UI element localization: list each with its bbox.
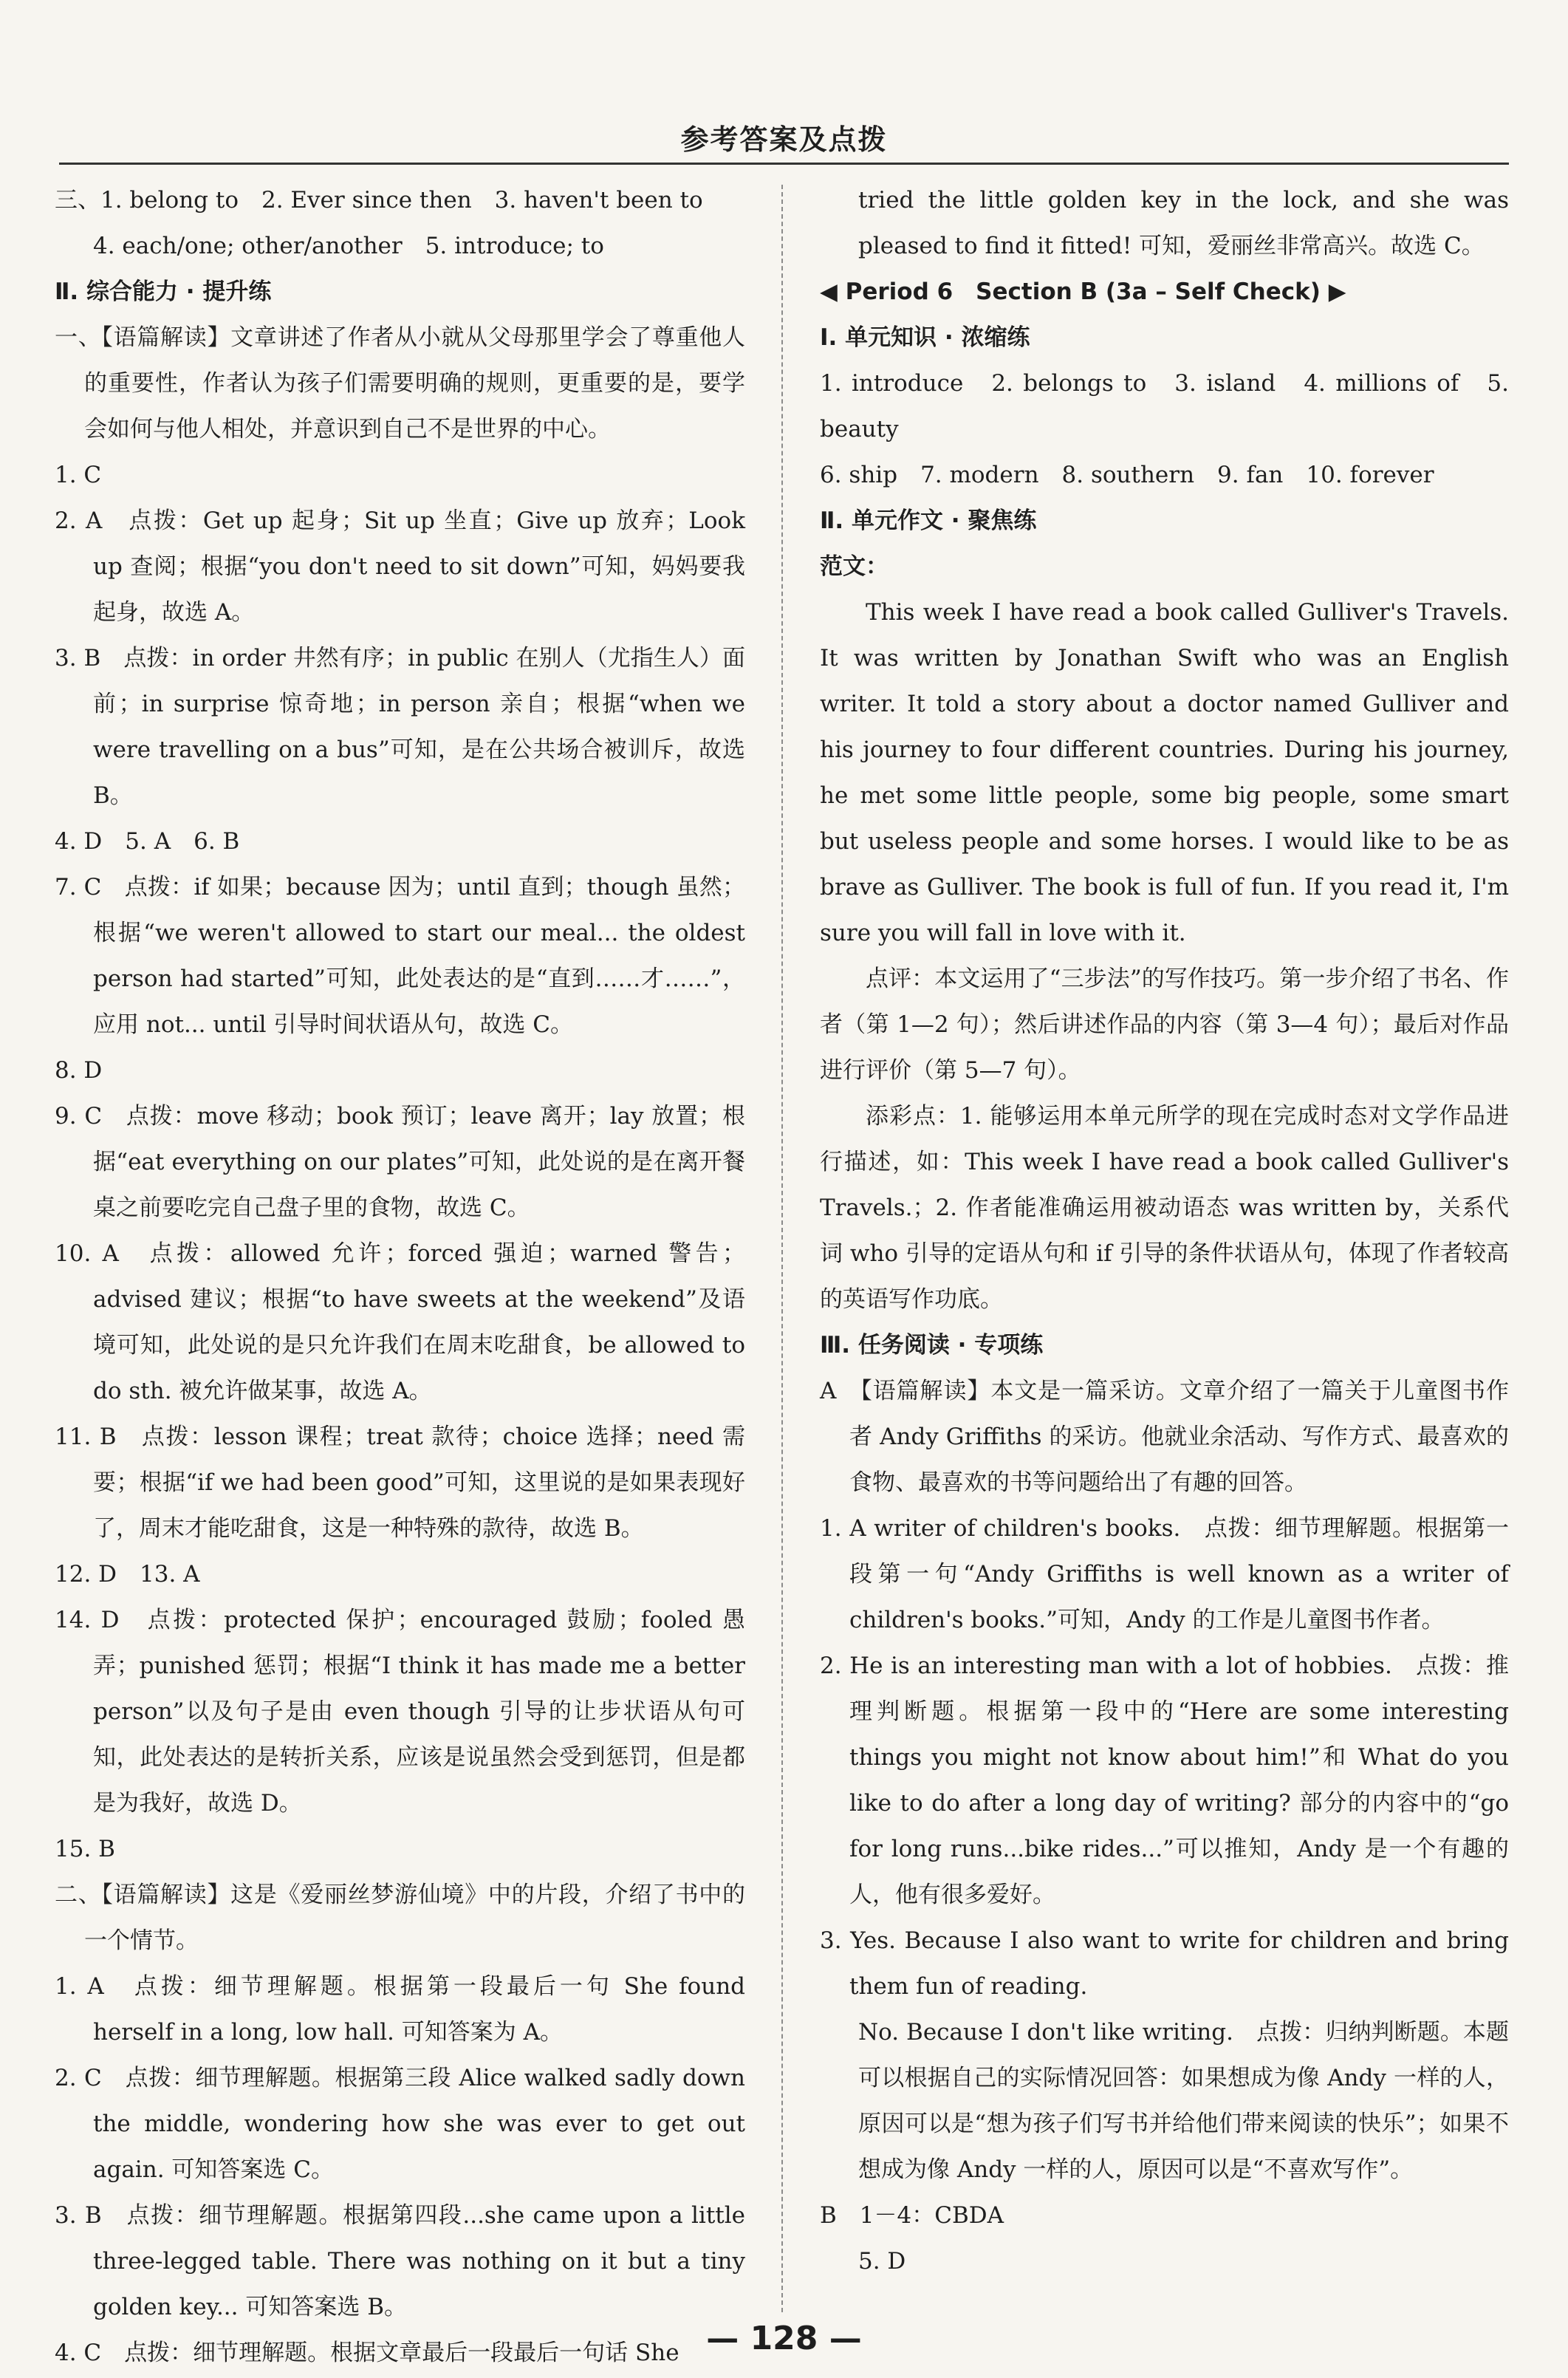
left-paragraph: 3. B 点拨：细节理解题。根据第四段...she came upon a little three-legged table. There was nothing on it but a tiny golden key... 可知答案选 B。 (55, 2202, 745, 2320)
right-paragraph: 2. He is an interesting man with a lot of hobbies. 点拨：推理判断题。根据第一段中的“Here are some interesting things you might not know about him!”和 What do you like to do after a long day of writing? 部分的内容中的“go for long runs...bike rides...”可以推知，Andy 是一个有趣的人，他有很多爱好。 (820, 1653, 1509, 1908)
right-column (820, 177, 1509, 2284)
left-paragraph: Ⅱ. 综合能力 · 提升练 (55, 279, 272, 305)
left-paragraph: 一、【语篇解读】文章讲述了作者从小就从父母那里学会了尊重他人的重要性，作者认为孩子们需要明确的规则，更重要的是，要学会如何与他人相处，并意识到自己不是世界的中心。 (55, 324, 745, 443)
right-paragraph: 1. introduce 2. belongs to 3. island 4. millions of 5. beauty (820, 370, 1509, 443)
right-paragraph: ◀ Period 6 Section B (3a – Self Check) ▶ (820, 279, 1346, 305)
right-paragraph: No. Because I don't like writing. 点拨：归纳判断题。本题可以根据自己的实际情况回答：如果想成为像 Andy 一样的人，原因可以是“想为孩子们写书并给他们带来阅读的快乐”；如果不想成为像 Andy 一样的人，原因可以是“不喜欢写作”。 (858, 2019, 1509, 2183)
right-paragraph: Ⅰ. 单元知识 · 浓缩练 (820, 324, 1030, 351)
left-paragraph: 12. D 13. A (55, 1561, 200, 1588)
right-paragraph: A 【语篇解读】本文是一篇采访。文章介绍了一篇关于儿童图书作者 Andy Griffiths 的采访。他就业余活动、写作方式、最喜欢的食物、最喜欢的书等问题给出了有趣的回答。 (820, 1378, 1509, 1496)
column-divider (781, 185, 783, 2312)
left-paragraph: 三、1. belong to 2. Ever since then 3. haven't been to (55, 187, 703, 213)
right-paragraph: 6. ship 7. modern 8. southern 9. fan 10. forever (820, 462, 1434, 488)
right-paragraph: Ⅲ. 任务阅读 · 专项练 (820, 1332, 1044, 1359)
left-paragraph: 4. D 5. A 6. B (55, 828, 240, 855)
left-paragraph: 二、【语篇解读】这是《爱丽丝梦游仙境》中的片段，介绍了书中的一个情节。 (55, 1882, 745, 1954)
left-paragraph: 15. B (55, 1836, 115, 1862)
right-paragraph: B 1－4：CBDA (820, 2202, 1004, 2229)
left-paragraph: 9. C 点拨：move 移动；book 预订；leave 离开；lay 放置；根据“eat everything on our plates”可知，此处说的是在离开餐桌之前要吃完自己盘子里的食物，故选 C。 (55, 1103, 745, 1221)
left-paragraph: 14. D 点拨：protected 保护；encouraged 鼓励；fooled 愚弄；punished 惩罚；根据“I think it has made me a better person”以及句子是由 even though 引导的让步状语从句可知，此处表达的是转折关系，应该是说虽然会受到惩罚，但是都是为我好，故选 D。 (55, 1607, 745, 1817)
left-paragraph: 1. C (55, 462, 102, 488)
left-paragraph: 4. C 点拨：细节理解题。根据文章最后一段最后一句话 She (55, 2340, 679, 2366)
right-paragraph: 5. D (858, 2248, 906, 2275)
left-paragraph: 2. C 点拨：细节理解题。根据第三段 Alice walked sadly down the middle, wondering how she was ever to get out again. 可知答案选 C。 (55, 2065, 745, 2183)
right-paragraph: This week I have read a book called Gulliver's Travels. It was written by Jonathan Swift who was an English writer. It told a story about a doctor named Gulliver and his journey to four different countries. During his journey, he met some little people, some big people, some smart but useless people and some horses. I would like to be as brave as Gulliver. The book is full of fun. If you read it, I'm sure you will fall in love with it. (820, 599, 1509, 946)
page-number: — 128 — (706, 2320, 862, 2357)
left-paragraph: 11. B 点拨：lesson 课程；treat 款待；choice 选择；need 需要；根据“if we had been good”可知，这里说的是如果表现好了，周末才能吃甜食，这是一种特殊的款待，故选 B。 (55, 1424, 745, 1542)
right-paragraph: 3. Yes. Because I also want to write for children and bring them fun of reading. (820, 1927, 1509, 2000)
left-paragraph: 1. A 点拨：细节理解题。根据第一段最后一句 She found herself in a long, low hall. 可知答案为 A。 (55, 1973, 745, 2046)
right-paragraph: Ⅱ. 单元作文 · 聚焦练 (820, 508, 1037, 534)
left-paragraph: 7. C 点拨：if 如果；because 因为；until 直到；though 虽然；根据“we weren't allowed to start our meal... the oldest person had started”可知，此处表达的是“直到……才……”，应用 not... until 引导时间状语从句，故选 C。 (55, 874, 745, 1038)
header-divider (59, 163, 1509, 165)
right-paragraph: 点评：本文运用了“三步法”的写作技巧。第一步介绍了书名、作者（第 1—2 句）；然后讲述作品的内容（第 3—4 句）；最后对作品进行评价（第 5—7 句）。 (820, 966, 1509, 1084)
page-header-title: 参考答案及点拨 (680, 123, 888, 156)
left-paragraph: 10. A 点拨：allowed 允许；forced 强迫；warned 警告；advised 建议；根据“to have sweets at the weekend”及语境可知，此处说的是只允许我们在周末吃甜食，be allowed to do sth. 被允许做某事，故选 A。 (55, 1240, 745, 1404)
left-paragraph: 3. B 点拨：in order 井然有序；in public 在别人（尤指生人）面前；in surprise 惊奇地；in person 亲自；根据“when we were travelling on a bus”可知，是在公共场合被训斥，故选 B。 (55, 645, 745, 809)
right-paragraph: 范文： (820, 553, 889, 580)
left-paragraph: 2. A 点拨：Get up 起身；Sit up 坐直；Give up 放弃；Look up 查阅；根据“you don't need to sit down”可知，妈妈要我起身，故选 A。 (55, 508, 745, 626)
right-paragraph: 1. A writer of children's books. 点拨：细节理解题。根据第一段第一句“Andy Griffiths is well known as a writer of children's books.”可知，Andy 的工作是儿童图书作者。 (820, 1515, 1509, 1633)
left-paragraph: 4. each/one; other/another 5. introduce; to (93, 233, 604, 259)
right-paragraph: 添彩点：1. 能够运用本单元所学的现在完成时态对文学作品进行描述，如：This week I have read a book called Gulliver's Travels.；2. 作者能准确运用被动语态 was written by，关系代词 who 引导的定语从句和 if 引导的条件状语从句，体现了作者较高的英语写作功底。 (820, 1103, 1509, 1313)
right-paragraph: tried the little golden key in the lock, and she was pleased to find it fitted! 可知，爱丽丝非常高兴。故选 C。 (858, 187, 1509, 259)
left-column (55, 177, 745, 2376)
left-paragraph: 8. D (55, 1057, 103, 1084)
